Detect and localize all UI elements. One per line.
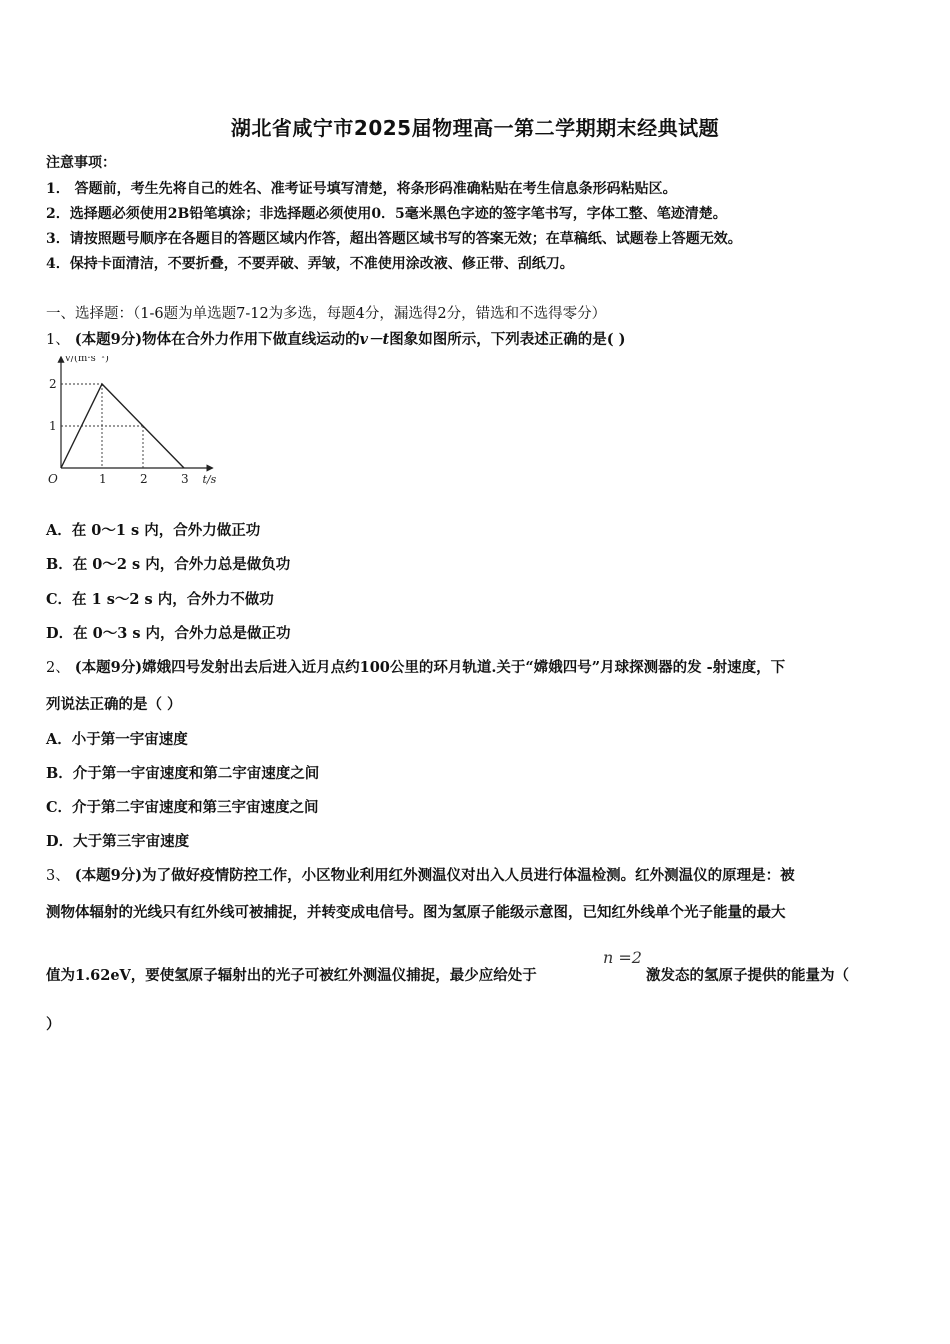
q3-stem-line2: 测物体辐射的光线只有红外线可被捕捉，并转变成电信号。图为氢原子能级示意图，已知红外线单个光子能量的最大 [46,904,786,921]
vt-chart-svg [44,356,224,491]
x-tick-label: 1 [99,472,107,486]
y-tick-label: 2 [49,377,57,391]
y-axis-label: v/(m·s⁻¹) [65,356,109,364]
page-title: 湖北省咸宁市2025届物理高一第二学期期末经典试题 [230,116,720,140]
notice-item-2: 2．选择题必须使用2B铅笔填涂；非选择题必须使用0．5毫米黑色字迹的签字笔书写，字体工整、笔迹清楚。 [46,206,727,222]
q1-tag: (本题9分) [74,331,143,348]
q3-formula: n =2 [603,948,642,967]
q3-stem-line3a: 值为1.62eV，要使氢原子辐射出的光子可被红外测温仪捕捉，最少应给处于 [46,967,537,984]
q2-text-line1: 嫦娥四号发射出去后进入近月点约100公里的环月轨道.关于“嫦娥四号”月球探测器的发 -射速度，下 [142,659,786,676]
x-tick-label: 3 [181,472,189,486]
q3-number: 3、 [46,868,70,884]
q1-text-a: 物体在合外力作用下做直线运动的 [142,331,360,348]
x-tick-label: 2 [140,472,148,486]
q2-tag: (本题9分) [74,659,143,676]
q2-stem-line2: 列说法正确的是（ ） [46,696,182,713]
q2-stem-line1 [46,656,785,677]
y-tick-label: 1 [49,419,57,433]
section-heading: 一、选择题：（1-6题为单选题7-12为多选，每题4分，漏选得2分，错选和不选得零分） [46,306,607,322]
q1-number: 1、 [46,332,70,348]
q2-number: 2、 [46,660,70,676]
origin-label: O [48,472,58,486]
q1-option-b: B．在 0～2 s 内，合外力总是做负功 [46,556,291,573]
q1-option-c: C．在 1 s～2 s 内，合外力不做功 [46,591,274,608]
q1-variable: v－t [359,331,390,348]
q2-option-c: C．介于第二宇宙速度和第三宇宙速度之间 [46,799,319,816]
q1-stem [46,328,626,349]
q3-text-line1: 为了做好疫情防控工作，小区物业利用红外测温仪对出入人员进行体温检测。红外测温仪的原理是：被 [142,867,795,884]
x-axis-label: t/s [202,473,217,486]
notice-item-3: 3．请按照题号顺序在各题目的答题区域内作答，超出答题区域书写的答案无效；在草稿纸、试题卷上答题无效。 [46,231,742,247]
notice-item-1: 1． 答题前，考生先将自己的姓名、准考证号填写清楚，将条形码准确粘贴在考生信息条形码粘贴区。 [46,181,677,197]
q2-option-b: B．介于第一宇宙速度和第二宇宙速度之间 [46,765,320,782]
q3-stem-line1 [46,864,795,885]
q1-option-d: D．在 0～3 s 内，合外力总是做正功 [46,625,291,642]
q2-option-d: D．大于第三宇宙速度 [46,833,190,850]
q3-stem-line3b: 激发态的氢原子提供的能量为（ [646,967,849,984]
notice-item-4: 4．保持卡面清洁，不要折叠，不要弄破、弄皱，不准使用涂改液、修正带、刮纸刀。 [46,256,574,272]
notice-heading: 注意事项： [46,155,116,171]
q2-option-a: A．小于第一宇宙速度 [46,731,188,748]
q1-option-a: A．在 0～1 s 内，合外力做正功 [46,522,261,539]
vt-chart [44,356,224,491]
q1-text-b: 图象如图所示，下列表述正确的是( ) [389,331,626,348]
q3-stem-line4: ） [46,1016,61,1033]
q3-tag: (本题9分) [74,867,143,884]
